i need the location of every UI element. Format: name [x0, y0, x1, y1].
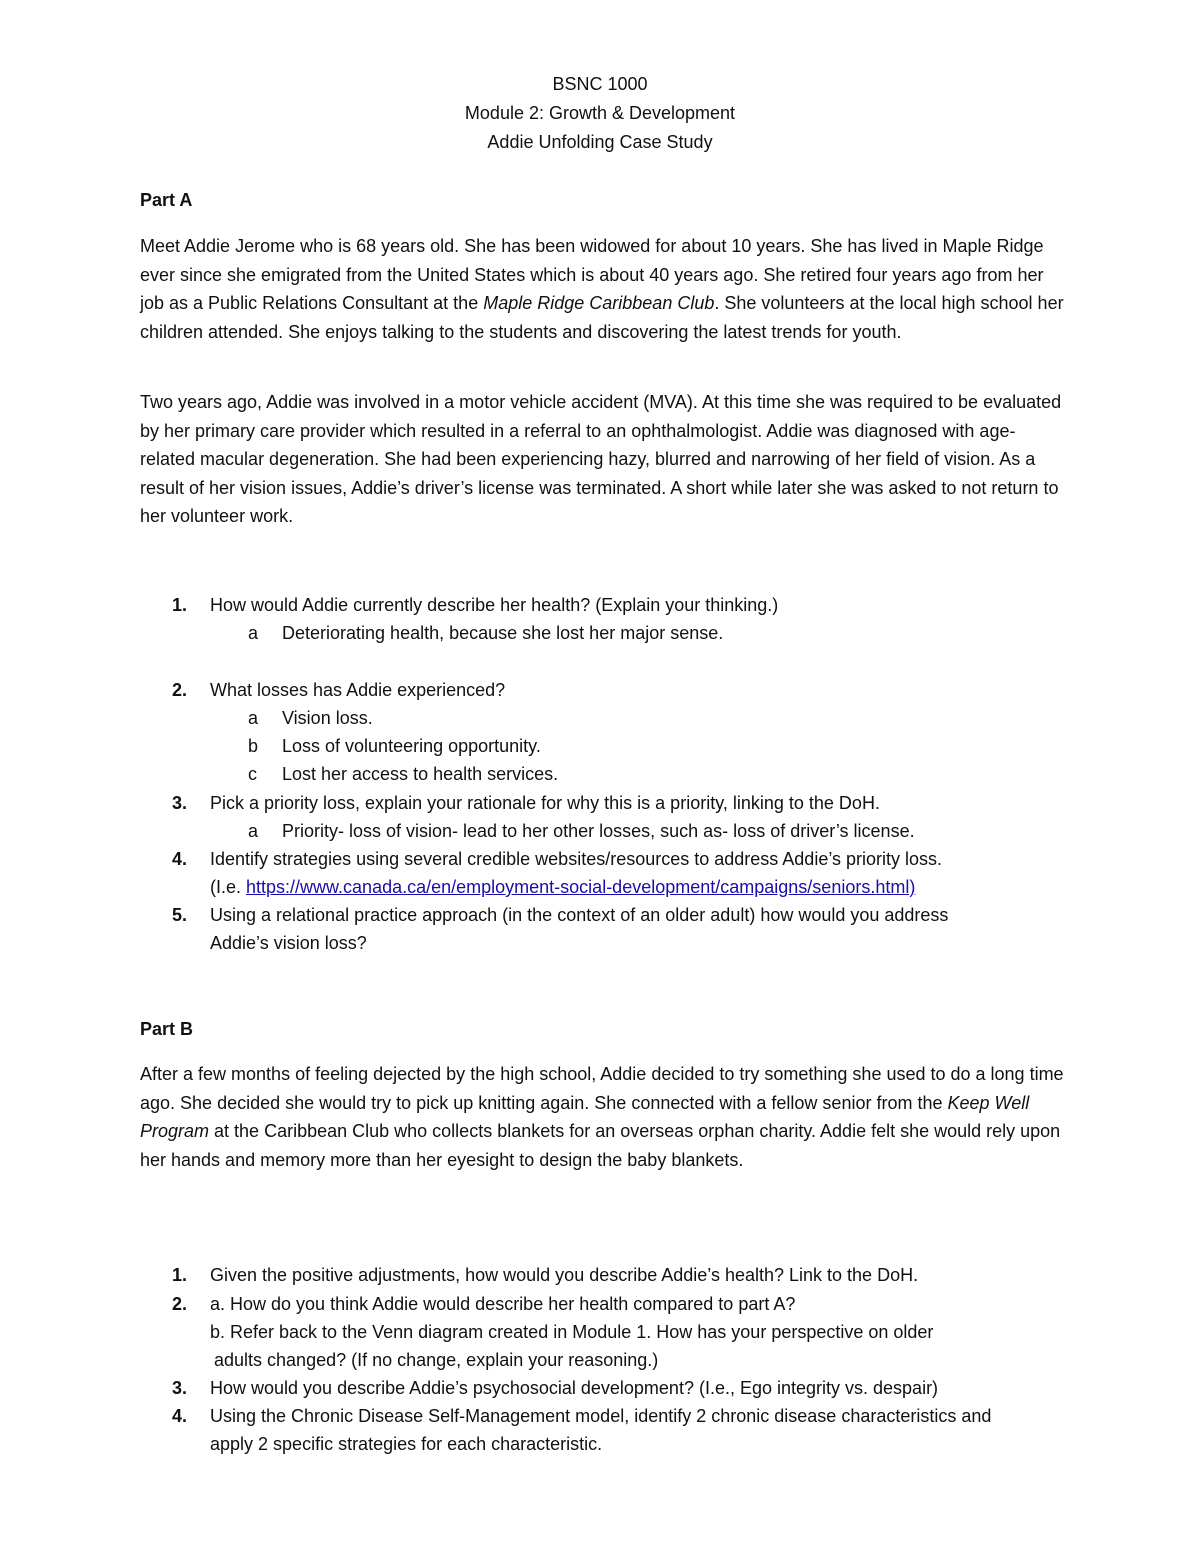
answer-letter: a	[248, 821, 259, 841]
question-text: Given the positive adjustments, how would you describe Addie’s health? Link to the DoH.	[210, 1265, 919, 1285]
question-text: adults changed? (If no change, explain your reasoning.)	[214, 1350, 659, 1370]
question-number: 2.	[172, 1294, 188, 1314]
question-number: 1.	[172, 595, 188, 615]
program-name: Keep Well Program	[140, 1092, 1030, 1141]
question-number: 3.	[172, 1378, 188, 1398]
intro-text: Meet Addie Jerome who is 68 years old. She has been widowed for about 10 years. She has lived in Maple Ridge ever since she emigrated from the United States which is about 40 years ago. She retired four years ago from her job as a Public Relations Consultant at the	[140, 236, 1044, 313]
question-number: 2.	[172, 680, 188, 700]
answer-letter: c	[248, 764, 257, 784]
question-text: Identify strategies using several credible websites/resources to address Addie’s priority loss.	[210, 849, 943, 869]
answer-text: Lost her access to health services.	[282, 764, 559, 784]
resource-reference	[210, 873, 1070, 902]
question-text: Using a relational practice approach (in the context of an older adult) how would you address	[210, 905, 949, 925]
paragraph-text-end: at the Caribbean Club who collects blankets for an overseas orphan charity. Addie felt she would rely upon her hands and memory more than her eyesight to design the baby blankets.	[140, 1121, 1061, 1170]
question-text: What losses has Addie experienced?	[210, 680, 506, 700]
part-b-heading: Part B	[140, 1019, 194, 1039]
question-number: 4.	[172, 1406, 188, 1426]
question-number: 4.	[172, 849, 188, 869]
question-text: a. How do you think Addie would describe her health compared to part A?	[210, 1294, 796, 1314]
part-a-accident-paragraph: Two years ago, Addie was involved in a motor vehicle accident (MVA). At this time she was required to be evaluated by her primary care provider which resulted in a referral to an ophthalmologist. Addie was diagnosed with age-related macular degeneration. She had been experiencing hazy, blurred and narrowing of her field of vision. As a result of her vision issues, Addie’s driver’s license was terminated. A short while later she was asked to not return to her volunteer work.	[140, 392, 1062, 526]
question-text: How would Addie currently describe her health? (Explain your thinking.)	[210, 595, 779, 615]
question-number: 5.	[172, 905, 188, 925]
question-text: Pick a priority loss, explain your rationale for why this is a priority, linking to the DoH.	[210, 793, 880, 813]
question-number: 3.	[172, 793, 188, 813]
answer-letter: a	[248, 623, 259, 643]
paragraph-text: After a few months of feeling dejected by the high school, Addie decided to try something she used to do a long time ago. She decided she would try to pick up knitting again. She connected with a fellow senior from the	[140, 1064, 1064, 1113]
course-code: BSNC 1000	[552, 74, 648, 94]
question-text: b. Refer back to the Venn diagram created in Module 1. How has your perspective on older	[210, 1322, 934, 1342]
question-text: Using the Chronic Disease Self-Management model, identify 2 chronic disease characteristics and	[210, 1406, 992, 1426]
part-a-heading: Part A	[140, 190, 193, 210]
canada-seniors-link[interactable]: https://www.canada.ca/en/employment-social-development/campaigns/seniors.html)	[246, 877, 916, 897]
case-study-title: Addie Unfolding Case Study	[487, 132, 713, 152]
part-b-paragraph	[140, 1060, 1070, 1174]
question-number: 1.	[172, 1265, 188, 1285]
question-text: Addie’s vision loss?	[210, 933, 367, 953]
question-text: apply 2 specific strategies for each characteristic.	[210, 1434, 603, 1454]
answer-text: Vision loss.	[282, 708, 373, 728]
module-title: Module 2: Growth & Development	[464, 103, 736, 123]
answer-letter: b	[248, 736, 259, 756]
reference-prefix: (I.e.	[210, 877, 247, 897]
answer-text: Deteriorating health, because she lost her major sense.	[282, 623, 724, 643]
question-text: How would you describe Addie’s psychosocial development? (I.e., Ego integrity vs. despair)	[210, 1378, 939, 1398]
intro-text-end: . She volunteers at the local high school her children attended. She enjoys talking to the students and discovering the latest trends for youth.	[140, 293, 1064, 342]
answer-text: Priority- loss of vision- lead to her other losses, such as- loss of driver’s license.	[282, 821, 915, 841]
part-a-intro-paragraph	[140, 232, 1070, 346]
club-name: Maple Ridge Caribbean Club	[483, 293, 715, 313]
answer-letter: a	[248, 708, 259, 728]
answer-text: Loss of volunteering opportunity.	[282, 736, 541, 756]
